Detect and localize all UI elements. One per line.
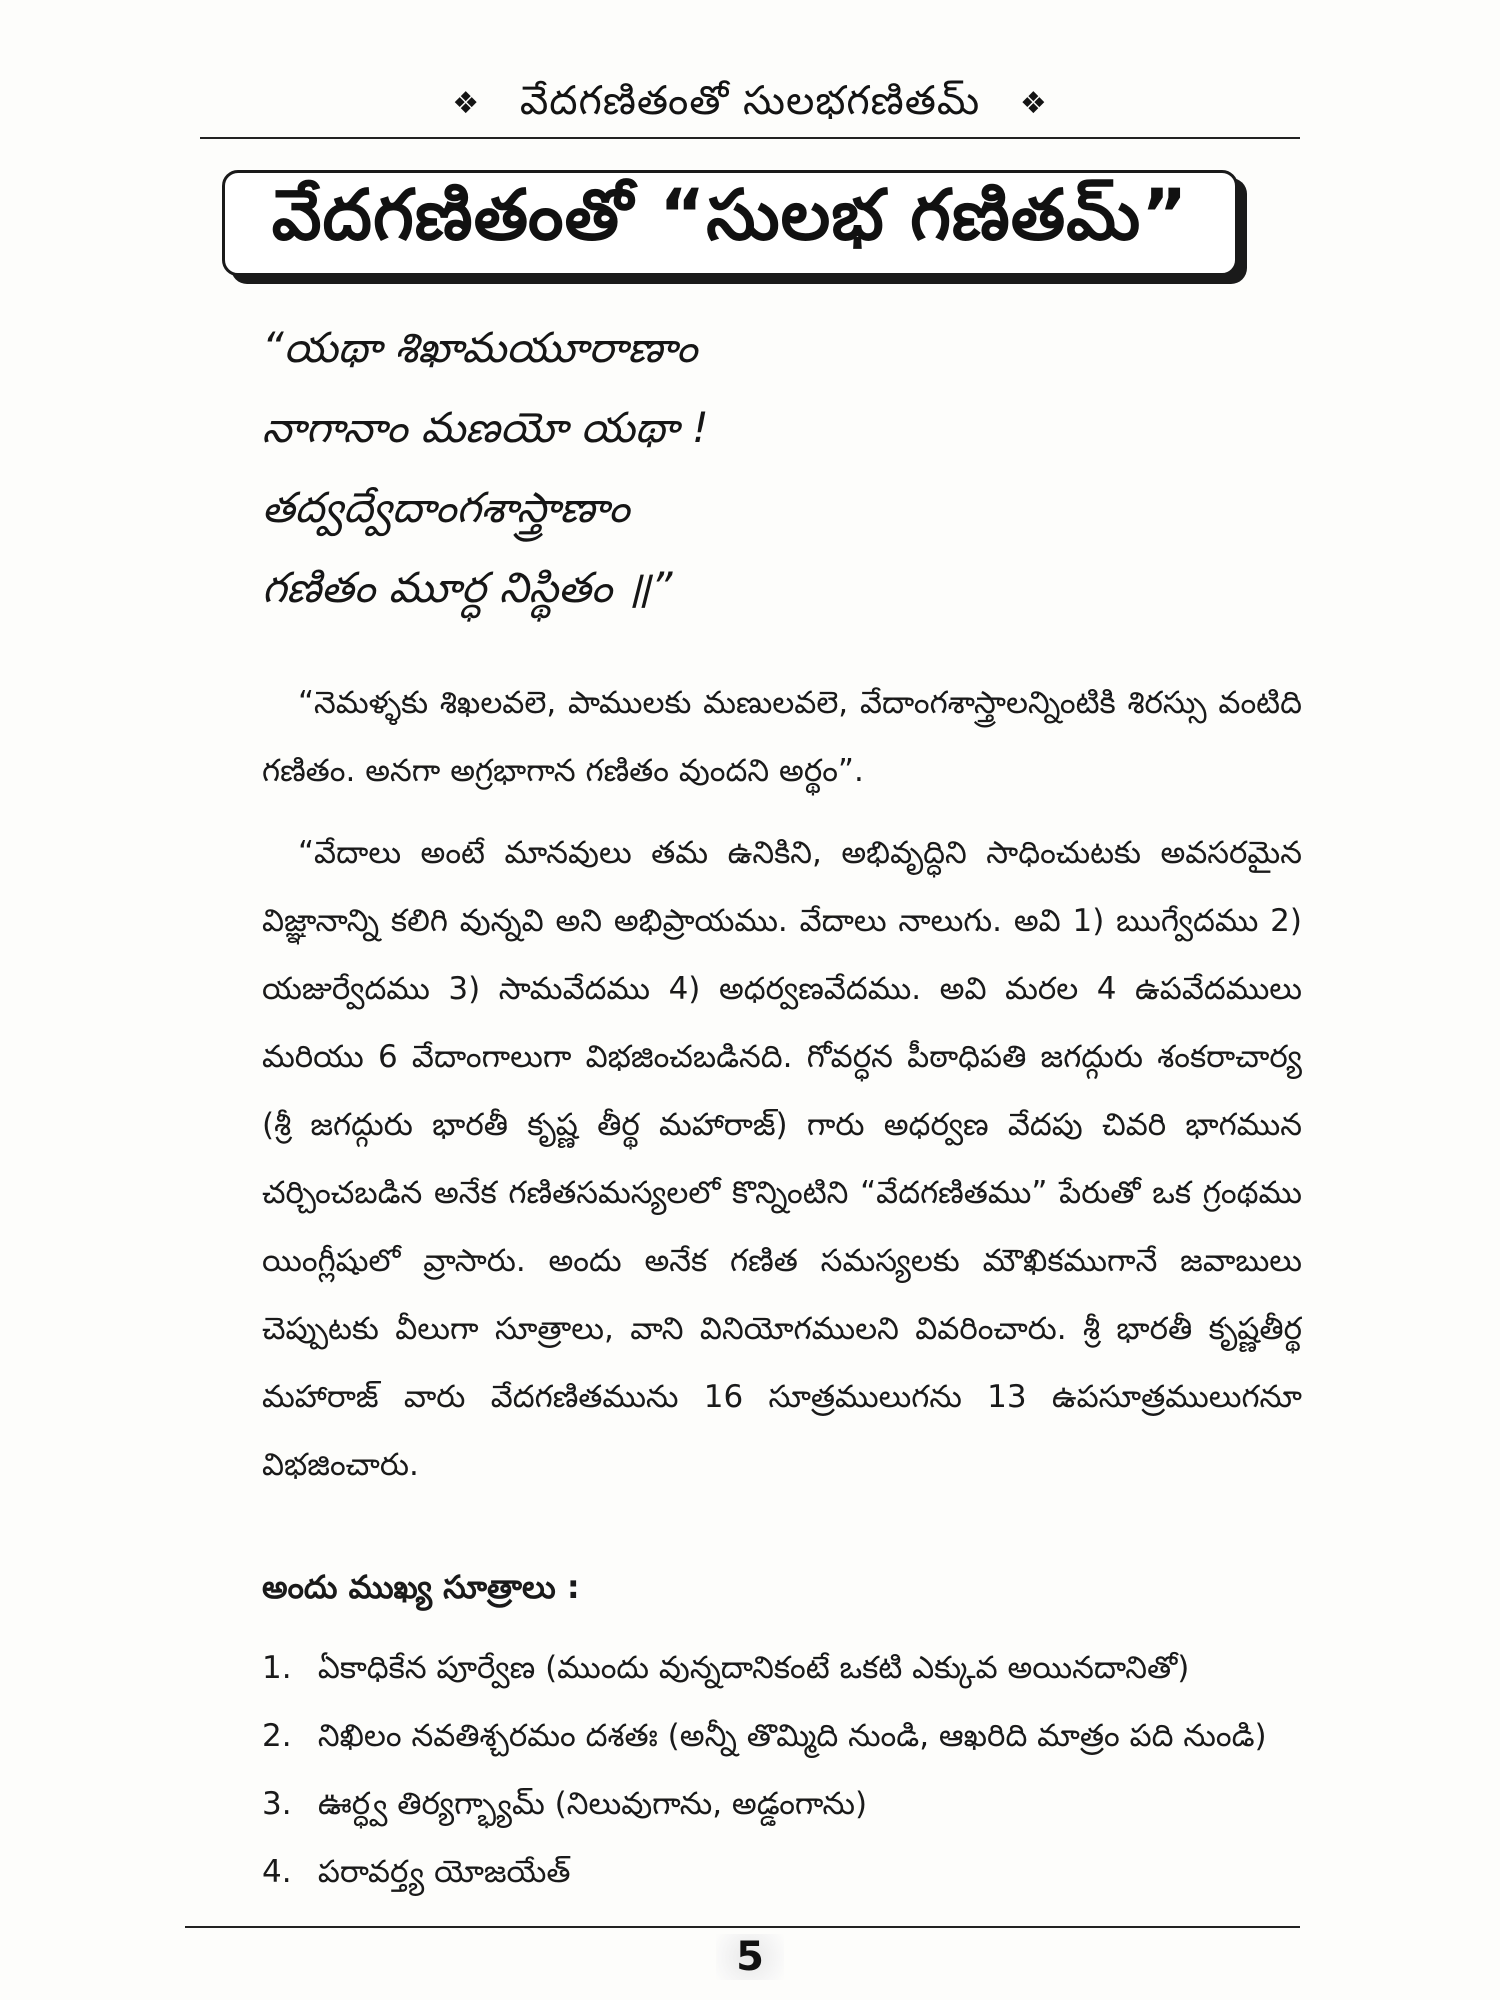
list-item-text: నిఖిలం నవతిశ్చరమం దశతః (అన్నీ తొమ్మిది నుండి, ఆఖరిది మాత్రం పది నుండి) bbox=[317, 1718, 1267, 1754]
ornament-right-icon: ❖ bbox=[1019, 85, 1048, 121]
sutras-heading: అందు ముఖ్య సూత్రాలు : bbox=[262, 1568, 580, 1606]
list-item-number: 1. bbox=[262, 1650, 292, 1686]
list-item-number: 3. bbox=[262, 1786, 292, 1822]
running-head bbox=[200, 78, 1300, 134]
verse-line: గణితం మూర్ధ నిస్థితం ॥” bbox=[262, 563, 673, 612]
verse-line: “యథా శిఖామయూరాణాం bbox=[262, 323, 698, 372]
list-item-number: 4. bbox=[262, 1854, 292, 1890]
list-item-text: ఏకాధికేన పూర్వేణ (ముందు వున్నదానికంటే ఒకటి ఎక్కువ అయినదానితో) bbox=[317, 1650, 1190, 1686]
footer-divider bbox=[185, 1926, 1300, 1928]
list-item-text: ఊర్ధ్వ తిర్యగ్భ్యామ్ (నిలువుగాను, అడ్డంగాను) bbox=[317, 1786, 868, 1822]
list-item-number: 2. bbox=[262, 1718, 292, 1754]
list-item-text: పరావర్త్య యోజయేత్ bbox=[317, 1854, 571, 1890]
verse-line: తద్వద్వేదాంగశాస్త్రాణాం bbox=[262, 483, 630, 532]
paragraph-vedas-intro: “వేదాలు అంటే మానవులు తమ ఉనికిని, అభివృద్ధిని సాధించుటకు అవసరమైన విజ్ఞానాన్ని కలిగి వున్నవి అని అభిప్రాయము. వేదాలు నాలుగు. అవి 1) ఋగ్వేదము 2) యజుర్వేదము 3) సామవేదము 4) అధర్వణవేదము. అవి మరల 4 ఉపవేదములు మరియు 6 వేదాంగాలుగా విభజించబడినది. గోవర్ధన పీఠాధిపతి జగద్గురు శంకరాచార్య (శ్రీ జగద్గురు భారతీ కృష్ణ తీర్థ మహారాజ్) గారు అధర్వణ వేదపు చివరి భాగమున చర్చించబడిన అనేక గణితసమస్యలలో కొన్నింటిని “వేదగణితము” పేరుతో ఒక గ్రంథము యింగ్లీషులో వ్రాసారు. అందు అనేక గణిత సమస్యలకు మౌఖికముగానే జవాబులు చెప్పుటకు వీలుగా సూత్రాలు, వాని వినియోగములని వివరించారు. శ్రీ భారతీ కృష్ణతీర్థ మహారాజ్ వారు వేదగణితమును 16 సూత్రములుగను 13 ఉపసూత్రములుగనూ విభజించారు. bbox=[262, 835, 1302, 1483]
list-item bbox=[262, 1770, 1302, 1838]
list-item bbox=[262, 1838, 1302, 1906]
chapter-title-box bbox=[222, 170, 1238, 276]
list-item bbox=[262, 1702, 1302, 1770]
running-head-text: వేదగణితంతో సులభగణితమ్ bbox=[519, 78, 981, 124]
chapter-title: వేదగణితంతో “సులభ గణితమ్” bbox=[271, 173, 1189, 256]
sanskrit-verse bbox=[262, 308, 1162, 628]
header-divider bbox=[200, 137, 1300, 139]
page-number-value: 5 bbox=[716, 1934, 784, 1980]
list-item bbox=[262, 1634, 1302, 1702]
ornament-left-icon: ❖ bbox=[452, 85, 481, 121]
sutra-list bbox=[262, 1634, 1302, 1906]
page-number bbox=[0, 1934, 1500, 1980]
verse-line: నాగానాం మణయో యథా ! bbox=[262, 403, 709, 452]
paragraph-verse-meaning: “నెమళ్ళకు శిఖలవలె, పాములకు మణులవలె, వేదాంగశాస్త్రాలన్నింటికి శిరస్సు వంటిది గణితం. అనగా అగ్రభాగాన గణితం వుందని అర్థం”. bbox=[262, 685, 1302, 789]
